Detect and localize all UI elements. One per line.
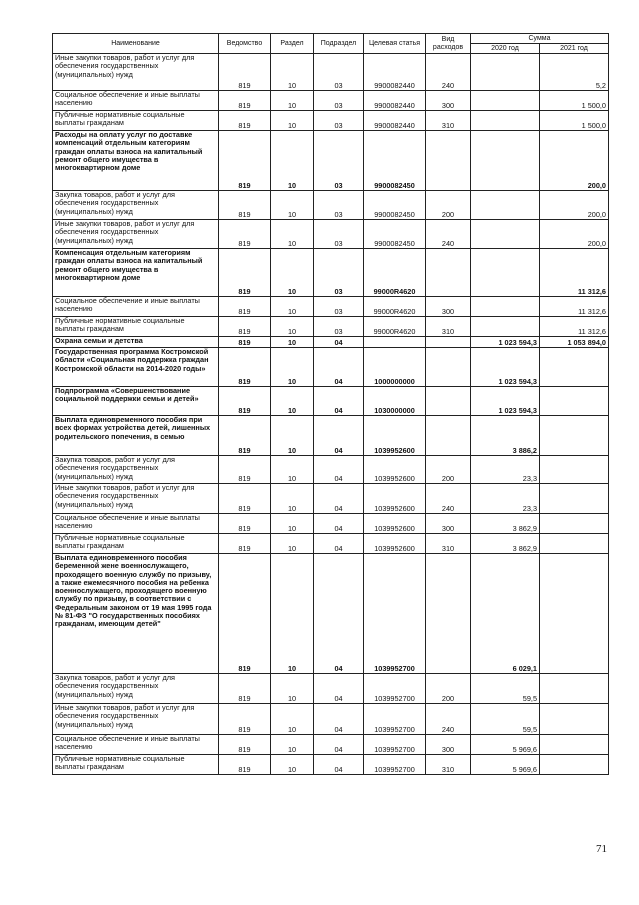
row-vid-raskhodov: 200 <box>426 191 471 220</box>
row-razdel: 10 <box>271 249 314 297</box>
table-row <box>53 456 609 484</box>
row-vedomstvo: 819 <box>219 674 271 704</box>
row-vedomstvo: 819 <box>219 91 271 111</box>
row-razdel: 10 <box>271 317 314 337</box>
table-row <box>53 704 609 735</box>
row-vedomstvo: 819 <box>219 755 271 775</box>
header-celevaya-statya: Целевая статья <box>364 34 426 54</box>
row-sum-2021 <box>540 387 609 416</box>
row-celevaya-statya: 9900082440 <box>364 111 426 131</box>
row-podrazdel: 04 <box>314 456 364 484</box>
row-sum-2020 <box>471 131 540 191</box>
row-name: Публичные нормативные социальные выплаты гражданам <box>53 755 219 775</box>
row-celevaya-statya: 1030000000 <box>364 387 426 416</box>
row-sum-2020 <box>471 249 540 297</box>
table-row <box>53 416 609 456</box>
row-sum-2021: 200,0 <box>540 191 609 220</box>
row-sum-2021 <box>540 704 609 735</box>
row-celevaya-statya: 99000R4620 <box>364 249 426 297</box>
table-row <box>53 534 609 554</box>
row-sum-2021: 11 312,6 <box>540 297 609 317</box>
row-razdel: 10 <box>271 755 314 775</box>
row-sum-2020 <box>471 54 540 91</box>
row-podrazdel: 03 <box>314 191 364 220</box>
row-name: Закупка товаров, работ и услуг для обеспечения государственных (муниципальных) нужд <box>53 674 219 704</box>
row-razdel: 10 <box>271 131 314 191</box>
row-sum-2020: 6 029,1 <box>471 554 540 674</box>
row-sum-2020: 1 023 594,3 <box>471 337 540 348</box>
table-row <box>53 514 609 534</box>
row-celevaya-statya: 9900082450 <box>364 220 426 249</box>
row-razdel: 10 <box>271 704 314 735</box>
row-sum-2021 <box>540 534 609 554</box>
header-name: Наименование <box>53 34 219 54</box>
row-vedomstvo: 819 <box>219 348 271 387</box>
row-sum-2020: 1 023 594,3 <box>471 348 540 387</box>
row-celevaya-statya: 1039952700 <box>364 554 426 674</box>
row-vedomstvo: 819 <box>219 704 271 735</box>
row-celevaya-statya: 1039952700 <box>364 735 426 755</box>
row-name: Подпрограмма «Совершенствование социальной поддержки семьи и детей» <box>53 387 219 416</box>
header-razdel: Раздел <box>271 34 314 54</box>
row-celevaya-statya: 1039952600 <box>364 456 426 484</box>
row-vid-raskhodov <box>426 554 471 674</box>
row-sum-2021: 11 312,6 <box>540 317 609 337</box>
row-name: Выплата единовременного пособия при всех формах устройства детей, лишенных родительского попечения, в семью <box>53 416 219 456</box>
table-row <box>53 317 609 337</box>
row-podrazdel: 03 <box>314 111 364 131</box>
row-vid-raskhodov: 240 <box>426 220 471 249</box>
row-celevaya-statya: 1039952700 <box>364 674 426 704</box>
table-row <box>53 337 609 348</box>
row-sum-2021: 1 053 894,0 <box>540 337 609 348</box>
row-sum-2020 <box>471 91 540 111</box>
row-razdel: 10 <box>271 54 314 91</box>
row-vid-raskhodov: 310 <box>426 534 471 554</box>
row-podrazdel: 03 <box>314 249 364 297</box>
row-vedomstvo: 819 <box>219 111 271 131</box>
row-vid-raskhodov <box>426 348 471 387</box>
row-podrazdel: 04 <box>314 554 364 674</box>
row-vedomstvo: 819 <box>219 534 271 554</box>
row-name: Иные закупки товаров, работ и услуг для обеспечения государственных (муниципальных) нужд <box>53 704 219 735</box>
table-row <box>53 348 609 387</box>
row-name: Государственная программа Костромской области «Социальная поддержка граждан Костромской области на 2014-2020 годы» <box>53 348 219 387</box>
row-sum-2021 <box>540 674 609 704</box>
row-vedomstvo: 819 <box>219 297 271 317</box>
row-razdel: 10 <box>271 554 314 674</box>
row-podrazdel: 04 <box>314 735 364 755</box>
row-razdel: 10 <box>271 91 314 111</box>
table-row <box>53 484 609 514</box>
row-vid-raskhodov: 240 <box>426 54 471 91</box>
row-razdel: 10 <box>271 534 314 554</box>
row-vid-raskhodov: 300 <box>426 91 471 111</box>
row-sum-2021 <box>540 416 609 456</box>
row-sum-2020 <box>471 191 540 220</box>
row-name: Расходы на оплату услуг по доставке компенсаций отдельным категориям граждан оплаты взноса на капитальный ремонт общего имущества в многоквартирном доме <box>53 131 219 191</box>
row-celevaya-statya: 9900082440 <box>364 91 426 111</box>
row-vid-raskhodov <box>426 416 471 456</box>
row-razdel: 10 <box>271 387 314 416</box>
row-vid-raskhodov: 300 <box>426 735 471 755</box>
table-row <box>53 111 609 131</box>
row-vedomstvo: 819 <box>219 131 271 191</box>
row-vedomstvo: 819 <box>219 484 271 514</box>
row-vedomstvo: 819 <box>219 456 271 484</box>
row-vid-raskhodov: 310 <box>426 755 471 775</box>
row-vedomstvo: 819 <box>219 54 271 91</box>
table-row <box>53 755 609 775</box>
row-razdel: 10 <box>271 416 314 456</box>
row-vedomstvo: 819 <box>219 387 271 416</box>
row-sum-2021 <box>540 484 609 514</box>
row-name: Иные закупки товаров, работ и услуг для обеспечения государственных (муниципальных) нужд <box>53 220 219 249</box>
table-row <box>53 249 609 297</box>
row-sum-2021: 5,2 <box>540 54 609 91</box>
table-row <box>53 674 609 704</box>
row-sum-2020: 5 969,6 <box>471 735 540 755</box>
row-podrazdel: 03 <box>314 297 364 317</box>
row-vid-raskhodov: 310 <box>426 111 471 131</box>
row-podrazdel: 04 <box>314 674 364 704</box>
row-celevaya-statya: 1039952600 <box>364 534 426 554</box>
table-row <box>53 735 609 755</box>
page-number: 71 <box>596 843 607 855</box>
table-row <box>53 554 609 674</box>
header-year-2020: 2020 год <box>471 44 540 54</box>
row-name: Иные закупки товаров, работ и услуг для обеспечения государственных (муниципальных) нужд <box>53 54 219 91</box>
row-name: Социальное обеспечение и иные выплаты населению <box>53 297 219 317</box>
row-vid-raskhodov <box>426 337 471 348</box>
table-row <box>53 297 609 317</box>
row-podrazdel: 04 <box>314 755 364 775</box>
header-vedomstvo: Ведомство <box>219 34 271 54</box>
row-vid-raskhodov: 240 <box>426 484 471 514</box>
row-podrazdel: 03 <box>314 131 364 191</box>
row-celevaya-statya: 1039952700 <box>364 704 426 735</box>
row-vid-raskhodov: 200 <box>426 674 471 704</box>
row-vedomstvo: 819 <box>219 249 271 297</box>
row-celevaya-statya: 99000R4620 <box>364 297 426 317</box>
row-podrazdel: 04 <box>314 484 364 514</box>
row-sum-2021 <box>540 554 609 674</box>
row-name: Социальное обеспечение и иные выплаты населению <box>53 735 219 755</box>
row-vid-raskhodov: 300 <box>426 514 471 534</box>
row-podrazdel: 03 <box>314 220 364 249</box>
row-vid-raskhodov: 240 <box>426 704 471 735</box>
row-vedomstvo: 819 <box>219 220 271 249</box>
row-name: Компенсация отдельным категориям граждан оплаты взноса на капитальный ремонт общего имущества в многоквартирном доме <box>53 249 219 297</box>
header-podrazdel: Подраздел <box>314 34 364 54</box>
row-podrazdel: 04 <box>314 337 364 348</box>
row-sum-2020: 3 862,9 <box>471 534 540 554</box>
row-celevaya-statya: 1039952600 <box>364 416 426 456</box>
row-sum-2021 <box>540 348 609 387</box>
row-razdel: 10 <box>271 514 314 534</box>
row-podrazdel: 04 <box>314 387 364 416</box>
row-name: Публичные нормативные социальные выплаты гражданам <box>53 534 219 554</box>
table-row <box>53 220 609 249</box>
row-podrazdel: 04 <box>314 534 364 554</box>
row-sum-2021: 11 312,6 <box>540 249 609 297</box>
row-vid-raskhodov: 300 <box>426 297 471 317</box>
row-sum-2021 <box>540 735 609 755</box>
row-razdel: 10 <box>271 484 314 514</box>
row-podrazdel: 04 <box>314 514 364 534</box>
row-celevaya-statya: 1039952700 <box>364 755 426 775</box>
row-sum-2020: 23,3 <box>471 484 540 514</box>
row-razdel: 10 <box>271 297 314 317</box>
row-sum-2020: 23,3 <box>471 456 540 484</box>
row-celevaya-statya: 9900082450 <box>364 131 426 191</box>
row-sum-2020: 3 886,2 <box>471 416 540 456</box>
header-year-2021: 2021 год <box>540 44 609 54</box>
row-razdel: 10 <box>271 111 314 131</box>
row-podrazdel: 04 <box>314 704 364 735</box>
table-row <box>53 131 609 191</box>
row-podrazdel: 03 <box>314 91 364 111</box>
header-summa: Сумма <box>471 34 609 44</box>
table-body <box>53 54 609 775</box>
row-sum-2020: 59,5 <box>471 674 540 704</box>
row-vedomstvo: 819 <box>219 735 271 755</box>
row-vid-raskhodov: 200 <box>426 456 471 484</box>
row-sum-2020: 1 023 594,3 <box>471 387 540 416</box>
table-row <box>53 387 609 416</box>
row-vedomstvo: 819 <box>219 554 271 674</box>
row-celevaya-statya: 1039952600 <box>364 484 426 514</box>
row-vedomstvo: 819 <box>219 191 271 220</box>
row-celevaya-statya: 1000000000 <box>364 348 426 387</box>
row-celevaya-statya <box>364 337 426 348</box>
row-vid-raskhodov <box>426 387 471 416</box>
row-name: Социальное обеспечение и иные выплаты населению <box>53 514 219 534</box>
row-name: Охрана семьи и детства <box>53 337 219 348</box>
row-vedomstvo: 819 <box>219 514 271 534</box>
row-podrazdel: 03 <box>314 317 364 337</box>
row-sum-2020 <box>471 317 540 337</box>
row-podrazdel: 04 <box>314 348 364 387</box>
row-razdel: 10 <box>271 220 314 249</box>
table-row <box>53 191 609 220</box>
row-name: Выплата единовременного пособия беременной жене военнослужащего, проходящего военную службу по призыву, а также ежемесячного пособия на ребенка военнослужащего, проходящего военную службу по призыву, в соответствии с Федеральным законом от 19 мая 1995 года № 81-ФЗ "О государственных пособиях гражданам, имеющим детей" <box>53 554 219 674</box>
row-razdel: 10 <box>271 674 314 704</box>
row-name: Публичные нормативные социальные выплаты гражданам <box>53 317 219 337</box>
row-sum-2020: 59,5 <box>471 704 540 735</box>
row-name: Публичные нормативные социальные выплаты гражданам <box>53 111 219 131</box>
row-celevaya-statya: 9900082450 <box>364 191 426 220</box>
row-celevaya-statya: 1039952600 <box>364 514 426 534</box>
row-razdel: 10 <box>271 348 314 387</box>
row-vid-raskhodov <box>426 131 471 191</box>
row-razdel: 10 <box>271 337 314 348</box>
row-sum-2021: 200,0 <box>540 220 609 249</box>
row-sum-2021 <box>540 514 609 534</box>
row-name: Закупка товаров, работ и услуг для обеспечения государственных (муниципальных) нужд <box>53 191 219 220</box>
row-vedomstvo: 819 <box>219 416 271 456</box>
table-row <box>53 91 609 111</box>
row-sum-2021 <box>540 456 609 484</box>
row-sum-2021: 200,0 <box>540 131 609 191</box>
budget-table <box>52 33 609 775</box>
row-name: Закупка товаров, работ и услуг для обеспечения государственных (муниципальных) нужд <box>53 456 219 484</box>
row-vid-raskhodov <box>426 249 471 297</box>
row-razdel: 10 <box>271 191 314 220</box>
row-sum-2021 <box>540 755 609 775</box>
row-sum-2020: 3 862,9 <box>471 514 540 534</box>
row-razdel: 10 <box>271 456 314 484</box>
header-vid-raskhodov: Вид расходов <box>426 34 471 54</box>
row-podrazdel: 04 <box>314 416 364 456</box>
row-sum-2021: 1 500,0 <box>540 111 609 131</box>
row-vedomstvo: 819 <box>219 337 271 348</box>
row-vid-raskhodov: 310 <box>426 317 471 337</box>
row-name: Социальное обеспечение и иные выплаты населению <box>53 91 219 111</box>
row-celevaya-statya: 99000R4620 <box>364 317 426 337</box>
table-row <box>53 54 609 91</box>
row-sum-2020 <box>471 297 540 317</box>
row-sum-2020: 5 969,6 <box>471 755 540 775</box>
row-vedomstvo: 819 <box>219 317 271 337</box>
row-sum-2020 <box>471 111 540 131</box>
row-celevaya-statya: 9900082440 <box>364 54 426 91</box>
row-sum-2021: 1 500,0 <box>540 91 609 111</box>
row-razdel: 10 <box>271 735 314 755</box>
row-sum-2020 <box>471 220 540 249</box>
row-podrazdel: 03 <box>314 54 364 91</box>
row-name: Иные закупки товаров, работ и услуг для обеспечения государственных (муниципальных) нужд <box>53 484 219 514</box>
